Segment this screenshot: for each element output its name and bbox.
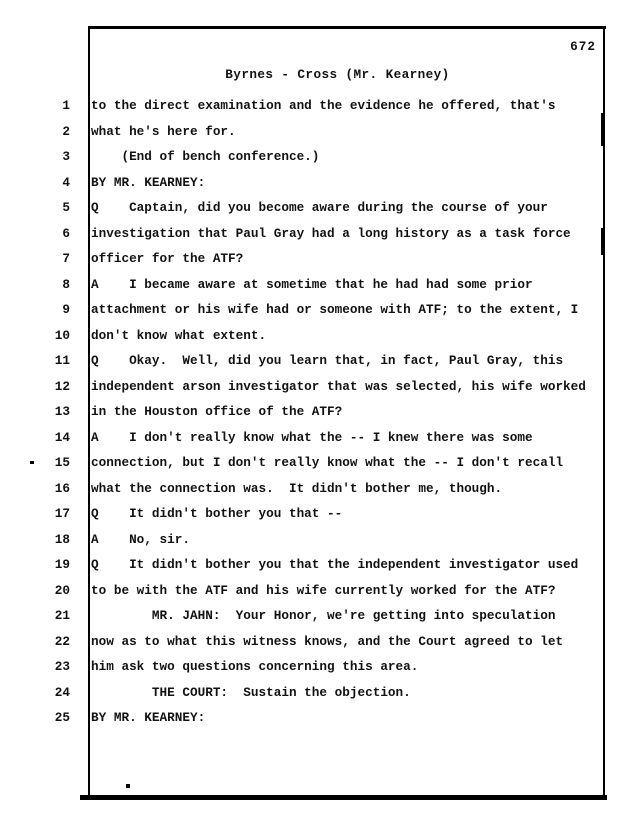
line-number: 1 — [62, 98, 70, 113]
line-number: 21 — [54, 608, 70, 623]
line-number: 13 — [54, 404, 70, 419]
line-text: A No, sir. — [91, 531, 190, 547]
transcript-body — [0, 99, 638, 737]
line-number: 7 — [62, 251, 70, 266]
line-text: what the connection was. It didn't bother me, though. — [91, 480, 503, 496]
transcript-line — [0, 150, 638, 176]
line-number: 3 — [62, 149, 70, 164]
transcript-line — [0, 431, 638, 457]
line-text: to be with the ATF and his wife currently worked for the ATF? — [91, 582, 556, 598]
line-number: 23 — [54, 659, 70, 674]
transcript-line — [0, 252, 638, 278]
page-title: Byrnes - Cross (Mr. Kearney) — [225, 67, 450, 82]
line-text: BY MR. KEARNEY: — [91, 710, 206, 725]
transcript-line — [0, 558, 638, 584]
line-number: 11 — [54, 353, 70, 368]
line-text: BY MR. KEARNEY: — [91, 174, 206, 190]
line-text: to the direct examination and the evidence he offered, that's — [91, 98, 556, 113]
line-text: attachment or his wife had or someone with ATF; to the extent, I — [91, 302, 579, 317]
line-text: what he's here for. — [91, 123, 236, 139]
line-text: (End of bench conference.) — [91, 149, 320, 164]
line-number: 18 — [54, 531, 70, 547]
line-number: 8 — [62, 276, 70, 292]
line-text: MR. JAHN: Your Honor, we're getting into speculation — [91, 608, 556, 623]
line-number: 4 — [62, 174, 70, 190]
line-text: Q It didn't bother you that -- — [91, 506, 343, 521]
line-text: THE COURT: Sustain the objection. — [91, 684, 411, 700]
transcript-line — [0, 635, 638, 661]
line-text: don't know what extent. — [91, 327, 267, 343]
line-text: him ask two questions concerning this area. — [91, 659, 419, 674]
transcript-line — [0, 456, 638, 482]
line-number: 15 — [54, 455, 70, 470]
line-text: Q Okay. Well, did you learn that, in fact, Paul Gray, this — [91, 353, 564, 368]
transcript-line — [0, 686, 638, 712]
line-number: 16 — [54, 480, 70, 496]
transcript-line — [0, 303, 638, 329]
transcript-line — [0, 405, 638, 431]
transcript-line — [0, 609, 638, 635]
transcript-line — [0, 278, 638, 304]
line-number: 10 — [54, 327, 70, 343]
transcript-line — [0, 99, 638, 125]
transcript-line — [0, 354, 638, 380]
line-number: 19 — [54, 557, 70, 572]
line-number: 5 — [62, 200, 70, 215]
line-number: 20 — [54, 582, 70, 598]
transcript-line — [0, 482, 638, 508]
line-number: 6 — [62, 225, 70, 241]
line-text: Q Captain, did you become aware during the course of your — [91, 200, 548, 215]
line-text: A I don't really know what the -- I knew there was some — [91, 429, 533, 445]
page-border-top — [88, 26, 606, 29]
transcript-line — [0, 507, 638, 533]
transcript-line — [0, 125, 638, 151]
transcript-line — [0, 711, 638, 737]
line-text: investigation that Paul Gray had a long history as a task force — [91, 225, 571, 241]
scan-artifact-dot — [30, 461, 34, 464]
line-number: 25 — [54, 710, 70, 725]
transcript-line — [0, 533, 638, 559]
transcript-line — [0, 380, 638, 406]
page-number: 672 — [570, 39, 596, 54]
page-border-bottom — [80, 795, 607, 800]
line-text: A I became aware at sometime that he had had some prior — [91, 276, 533, 292]
line-text: Q It didn't bother you that the independent investigator used — [91, 557, 579, 572]
line-text: independent arson investigator that was selected, his wife worked — [91, 378, 586, 394]
line-text: officer for the ATF? — [91, 251, 244, 266]
line-text: in the Houston office of the ATF? — [91, 404, 343, 419]
line-number: 9 — [62, 302, 70, 317]
line-number: 17 — [54, 506, 70, 521]
line-number: 24 — [54, 684, 70, 700]
line-text: now as to what this witness knows, and the Court agreed to let — [91, 633, 564, 649]
transcript-line — [0, 584, 638, 610]
transcript-line — [0, 660, 638, 686]
scan-artifact-dot — [126, 784, 130, 788]
line-number: 12 — [54, 378, 70, 394]
transcript-line — [0, 227, 638, 253]
line-number: 22 — [54, 633, 70, 649]
line-number: 2 — [62, 123, 70, 139]
transcript-line — [0, 329, 638, 355]
transcript-line — [0, 176, 638, 202]
transcript-line — [0, 201, 638, 227]
line-number: 14 — [54, 429, 70, 445]
line-text: connection, but I don't really know what the -- I don't recall — [91, 455, 564, 470]
